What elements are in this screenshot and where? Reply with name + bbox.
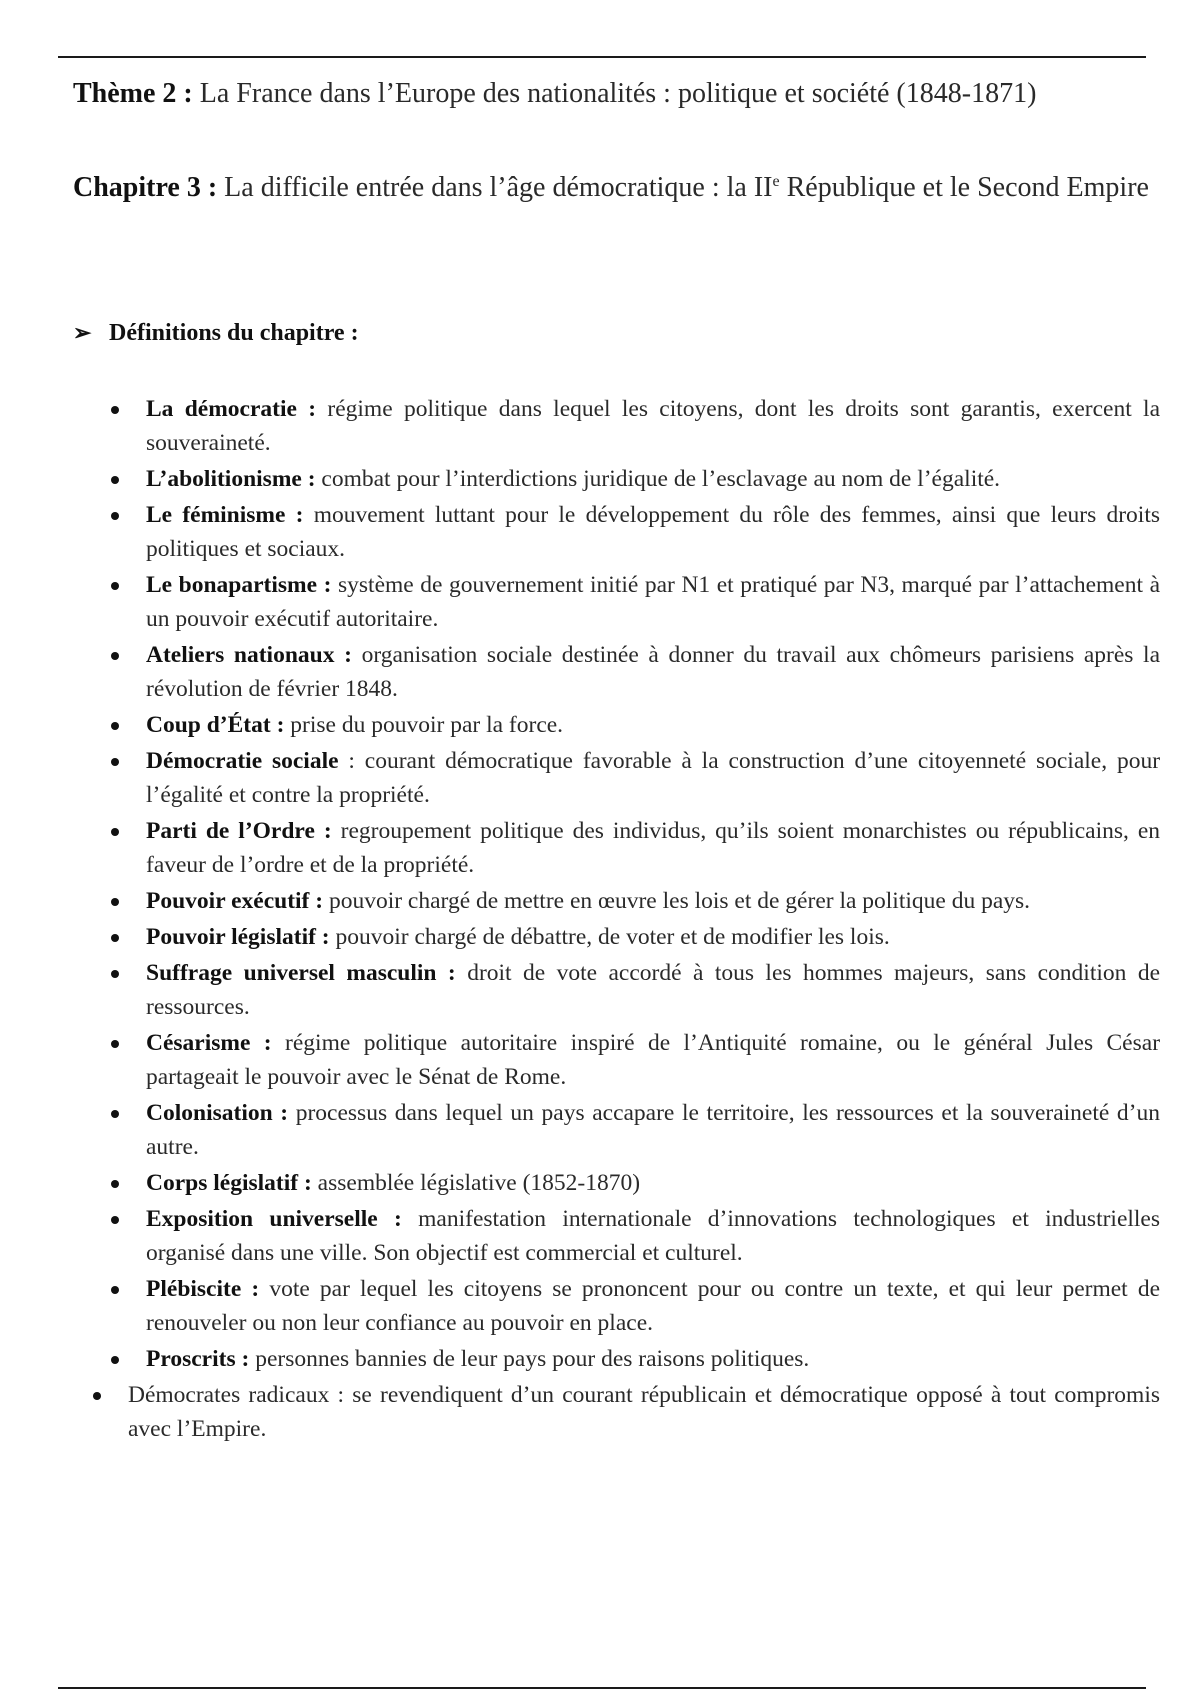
theme-text: La France dans l’Europe des nationalités : politique et société (1848-1871) (199, 78, 1037, 109)
definition-text: droit de vote accordé à tous les hommes majeurs, sans condition de ressources. (146, 960, 1160, 1020)
definition-term: Parti de l’Ordre : (146, 818, 332, 844)
definition-text: vote par lequel les citoyens se prononcent pour ou contre un texte, et qui leur permet de renouveler ou non leur confiance au pouvoir en place. (146, 1276, 1161, 1336)
definition-item (0, 1342, 1200, 1376)
definition-item (0, 744, 1200, 812)
definition-item (0, 462, 1200, 496)
definition-item (0, 498, 1200, 566)
definition-term: Le bonapartisme : (146, 572, 332, 598)
definition-text: regroupement politique des individus, qu’ils soient monarchistes ou républicains, en faveur de l’ordre et de la propriété. (146, 818, 1161, 878)
definition-item (0, 956, 1200, 1024)
definition-term: Démocratie sociale (146, 748, 339, 774)
bottom-rule (58, 1687, 1146, 1689)
definition-term: La démocratie : (146, 396, 317, 422)
definition-item (0, 1166, 1200, 1200)
definition-text: pouvoir chargé de mettre en œuvre les lois et de gérer la politique du pays. (328, 888, 1031, 914)
definition-term: Suffrage universel masculin : (146, 960, 456, 986)
section-title-text: Définitions du chapitre : (109, 320, 359, 346)
definition-text: Démocrates radicaux : se revendiquent d’un courant républicain et démocratique opposé à tout compromis avec l’Empire. (128, 1382, 1160, 1442)
chapter-superscript: e (772, 173, 780, 190)
definition-text: combat pour l’interdictions juridique de l’esclavage au nom de l’égalité. (321, 466, 1001, 492)
definition-item (0, 1202, 1200, 1270)
definition-text: organisation sociale destinée à donner du travail aux chômeurs parisiens après la révolution de février 1848. (146, 642, 1160, 702)
chapter-text-after: République et le Second Empire (786, 172, 1149, 203)
definition-term: Proscrits : (146, 1346, 250, 1372)
definition-item (0, 638, 1200, 706)
definition-term: Césarisme : (146, 1030, 272, 1056)
definition-term: Colonisation : (146, 1100, 289, 1126)
definition-item (0, 392, 1200, 460)
theme-label: Thème 2 : (73, 78, 193, 109)
definition-item (0, 1096, 1200, 1164)
definition-item (0, 708, 1200, 742)
definitions-list (0, 392, 1200, 1448)
chapter-text-before: La difficile entrée dans l’âge démocratique : la II (224, 172, 773, 203)
definition-item-plain (0, 1378, 1200, 1446)
theme-heading (73, 73, 1160, 114)
definition-text: prise du pouvoir par la force. (290, 712, 564, 738)
definition-item (0, 1272, 1200, 1340)
definition-item (0, 814, 1200, 882)
definition-term: Corps législatif : (146, 1170, 312, 1196)
definition-text: régime politique autoritaire inspiré de l’Antiquité romaine, ou le général Jules César partageait le pouvoir avec le Sénat de Rome. (146, 1030, 1161, 1090)
top-rule (58, 56, 1146, 58)
definition-term: Ateliers nationaux : (146, 642, 352, 668)
definition-item (0, 884, 1200, 918)
definition-text: pouvoir chargé de débattre, de voter et de modifier les lois. (335, 924, 890, 950)
definition-term: Le féminisme : (146, 502, 304, 528)
definition-text: assemblée législative (1852-1870) (317, 1170, 641, 1196)
definition-text: processus dans lequel un pays accapare le territoire, les ressources et la souveraineté d’un autre. (146, 1100, 1160, 1160)
definition-term: Pouvoir exécutif : (146, 888, 324, 914)
definition-text: personnes bannies de leur pays pour des raisons politiques. (255, 1346, 810, 1372)
definition-item (0, 1026, 1200, 1094)
definition-item (0, 568, 1200, 636)
definition-text: régime politique dans lequel les citoyens, dont les droits sont garantis, exercent la souveraineté. (146, 396, 1160, 456)
definition-term: Pouvoir législatif : (146, 924, 330, 950)
definition-text: : courant démocratique favorable à la construction d’une citoyenneté sociale, pour l’égalité et contre la propriété. (146, 748, 1161, 808)
arrow-bullet-icon: ➢ (73, 320, 92, 345)
definition-term: Coup d’État : (146, 712, 285, 738)
definition-text: mouvement luttant pour le développement du rôle des femmes, ainsi que leurs droits politiques et sociaux. (146, 502, 1160, 562)
definition-term: L’abolitionisme : (146, 466, 316, 492)
definitions-section-title (73, 320, 359, 347)
chapter-heading (73, 167, 1160, 208)
definition-text: manifestation internationale d’innovations technologiques et industrielles organisé dans une ville. Son objectif est commercial et culturel. (146, 1206, 1161, 1266)
chapter-label: Chapitre 3 : (73, 172, 218, 203)
definition-term: Plébiscite : (146, 1276, 260, 1302)
definition-text: système de gouvernement initié par N1 et pratiqué par N3, marqué par l’attachement à un pouvoir exécutif autoritaire. (146, 572, 1160, 632)
definition-item (0, 920, 1200, 954)
definition-term: Exposition universelle : (146, 1206, 402, 1232)
